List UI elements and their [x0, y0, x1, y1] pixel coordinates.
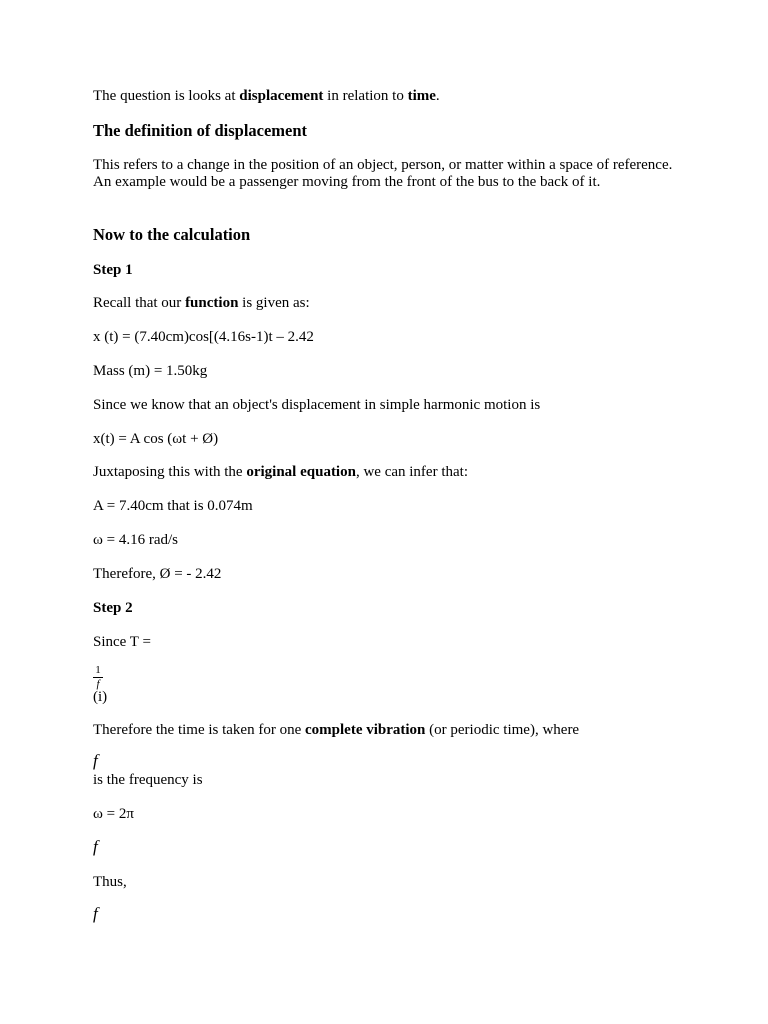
mass-line: Mass (m) = 1.50kg	[93, 363, 208, 379]
frequency-symbol-3: f	[93, 904, 98, 923]
frequency-text: is the frequency is	[93, 772, 203, 788]
juxtapose-paragraph	[93, 464, 468, 481]
shm-paragraph: Since we know that an object's displacement in simple harmonic motion is	[93, 397, 541, 413]
vibration-bold: complete vibration	[305, 722, 426, 738]
juxtapose-bold: original equation	[246, 464, 356, 480]
amplitude-line: A = 7.40cm that is 0.074m	[93, 498, 253, 514]
frequency-symbol-1: f	[93, 751, 98, 770]
heading-definition: The definition of displacement	[93, 121, 308, 140]
definition-paragraph: This refers to a change in the position of an object, person, or matter within a space of reference. An example would be a passenger moving from the front of the bus to the back of it.	[93, 157, 673, 190]
fraction-numerator: 1	[93, 665, 103, 678]
fraction-denominator: f	[96, 678, 100, 690]
phase-line: Therefore, Ø = - 2.42	[93, 566, 222, 582]
heading-calculation: Now to the calculation	[93, 225, 251, 244]
intro-bold-time: time	[407, 88, 436, 104]
thus-line: Thus,	[93, 874, 127, 890]
recall-text: Recall that our	[93, 295, 186, 311]
recall-text-end: is given as:	[238, 295, 310, 311]
vibration-text-end: (or periodic time), where	[425, 722, 580, 738]
step2-label: Step 2	[93, 600, 133, 616]
intro-text: The question is looks at	[93, 88, 240, 104]
intro-text-end: .	[435, 88, 440, 104]
omega-line: ω = 4.16 rad/s	[93, 532, 178, 548]
step1-label: Step 1	[93, 262, 133, 278]
omega-equation: ω = 2π	[93, 806, 134, 822]
vibration-text: Therefore the time is taken for one	[93, 722, 305, 738]
intro-text-mid: in relation to	[323, 88, 408, 104]
recall-paragraph	[93, 295, 310, 312]
shm-equation: x(t) = A cos (ωt + Ø)	[93, 431, 219, 447]
frequency-symbol-2: f	[93, 837, 98, 856]
vibration-paragraph	[93, 722, 579, 739]
function-equation: x (t) = (7.40cm)cos[(4.16s-1)t – 2.42	[93, 329, 314, 345]
since-t-line: Since T =	[93, 634, 151, 650]
recall-bold-function: function	[185, 295, 239, 311]
juxtapose-text: Juxtaposing this with the	[93, 464, 247, 480]
intro-bold-displacement: displacement	[239, 88, 324, 104]
juxtapose-text-end: , we can infer that:	[355, 464, 468, 480]
intro-paragraph	[93, 88, 440, 105]
equation-reference: (i)	[93, 689, 108, 705]
fraction-one-over-f	[93, 665, 103, 690]
